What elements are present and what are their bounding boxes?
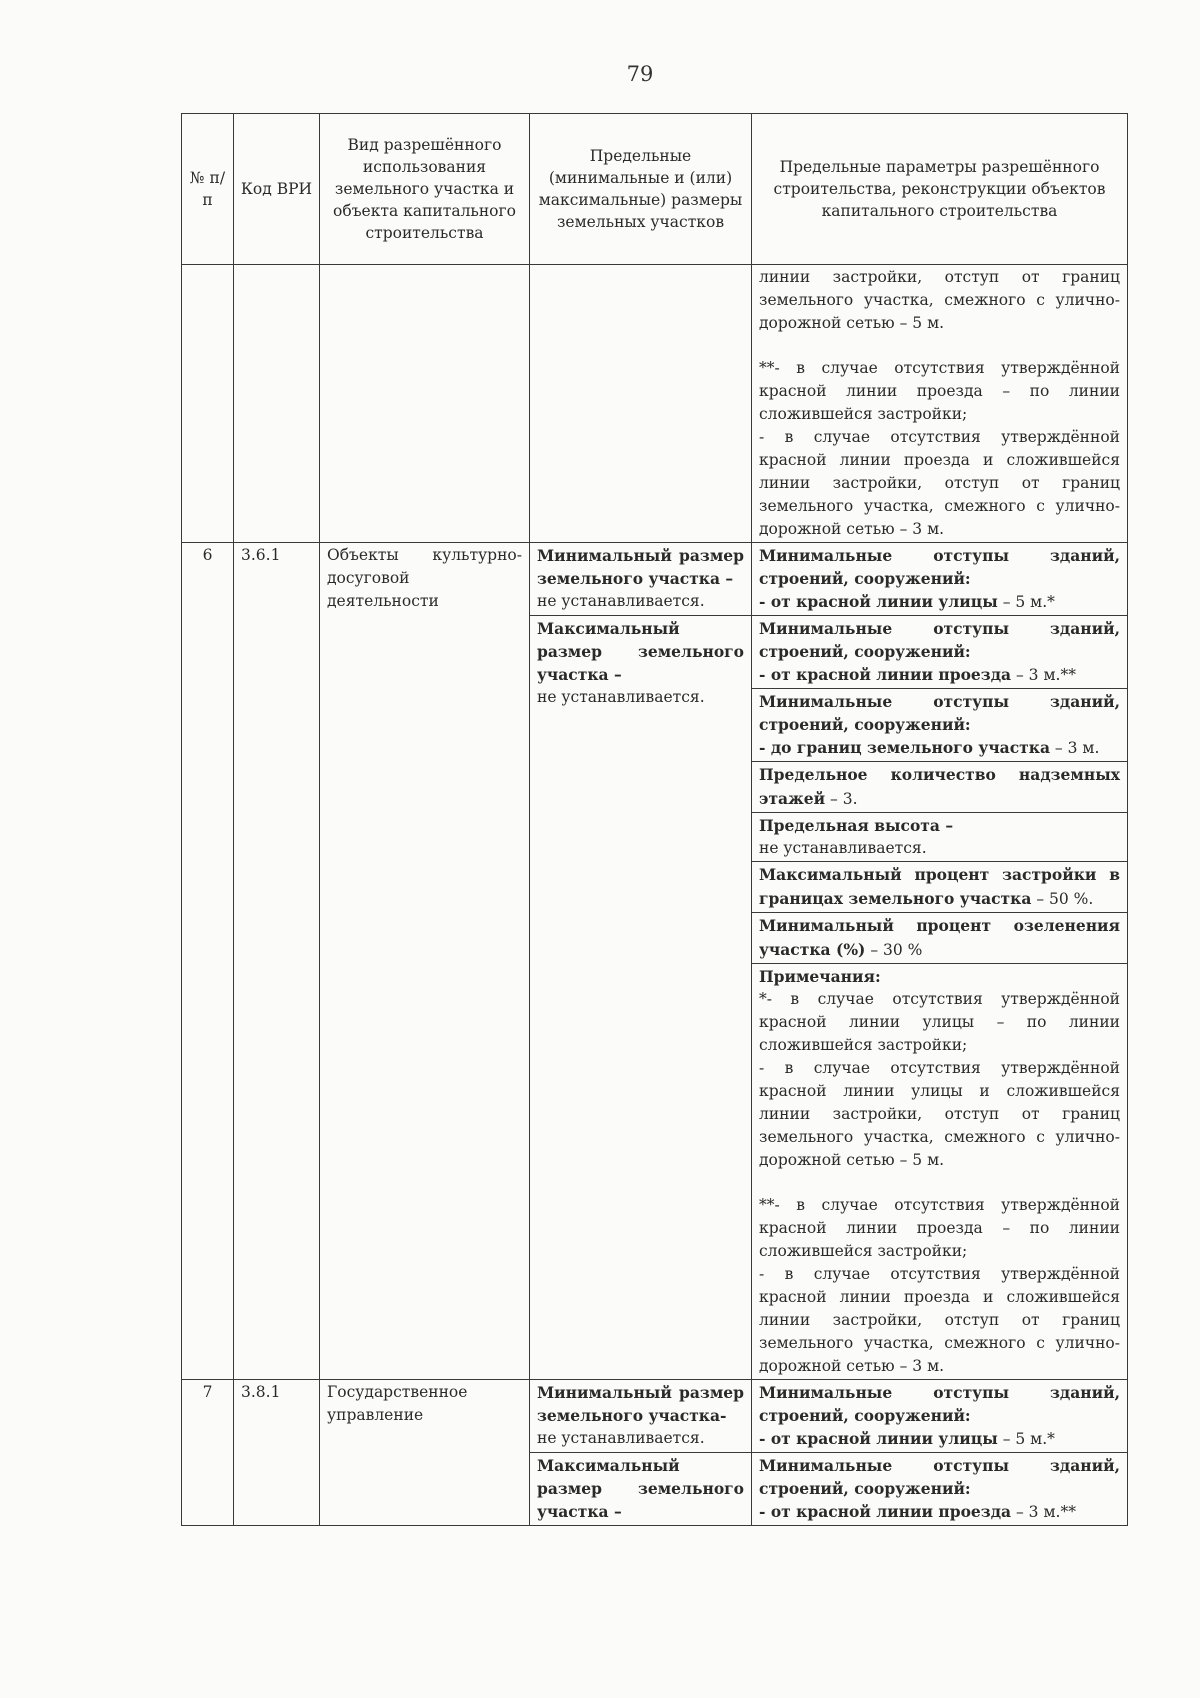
row7-name: Государственное управление xyxy=(320,1380,530,1526)
row6-min-size xyxy=(530,543,752,616)
row7-p1-head: Минимальные отступы зданий, строений, сооружений: xyxy=(759,1383,1120,1425)
row6-p4-label: Предельное количество надземных этажей xyxy=(759,765,1120,808)
header-code: Код ВРИ xyxy=(234,114,320,265)
row6-p7-label: Минимальный процент озеленения участка (%) xyxy=(759,916,1120,959)
cont-params-cell xyxy=(752,265,1128,543)
row7-param-1 xyxy=(752,1380,1128,1453)
row6-p3-head: Минимальные отступы зданий, строений, сооружений: xyxy=(759,692,1120,734)
row6-p1-item: - от красной линии улицы xyxy=(759,592,998,611)
row7-p1-value: – 5 м.* xyxy=(997,1430,1055,1448)
row6-p1-head: Минимальные отступы зданий, строений, сооружений: xyxy=(759,546,1120,588)
row6-p4-value: – 3. xyxy=(825,790,858,808)
row7-p2-head: Минимальные отступы зданий, строений, сооружений: xyxy=(759,1456,1120,1498)
cont-code-cell xyxy=(234,265,320,543)
row6-p2-head: Минимальные отступы зданий, строений, сооружений: xyxy=(759,619,1120,661)
row6-note1b: - в случае отсутствия утверждённой красной линии улицы и сложившейся линии застройки, отступ от границ земельного участка, смежного с улично-дорожной сетью – 5 м. xyxy=(759,1059,1120,1169)
row6-param-1 xyxy=(752,543,1128,616)
page-number: 79 xyxy=(626,62,654,86)
row6-code: 3.6.1 xyxy=(234,543,320,1380)
header-params: Предельные параметры разрешённого строительства, реконструкции объектов капитального строительства xyxy=(752,114,1128,265)
cont-size-cell xyxy=(530,265,752,543)
row6-note2b: - в случае отсутствия утверждённой красной линии проезда и сложившейся линии застройки, отступ от границ земельного участка, смежного с улично-дорожной сетью – 3 м. xyxy=(759,1265,1120,1375)
row6-p3-item: - до границ земельного участка xyxy=(759,738,1050,757)
row6-notes xyxy=(752,964,1128,1380)
regulation-table xyxy=(181,113,1128,1526)
row6-name: Объекты культурно-досуговой деятельности xyxy=(320,543,530,1380)
row6-param-4 xyxy=(752,762,1128,813)
table-header-row xyxy=(182,114,1128,265)
row7-num: 7 xyxy=(182,1380,234,1526)
row6-p5-label: Предельная высота – xyxy=(759,816,954,835)
row7-max-size xyxy=(530,1453,752,1526)
row6-max-size-label: Максимальный размер земельного участка – xyxy=(537,619,744,684)
row6-p2-item: - от красной линии проезда xyxy=(759,665,1012,684)
cont-line: линии застройки, отступ от границ земельного участка, смежного с улично-дорожной сетью – 5 м. xyxy=(759,268,1120,332)
row7-max-size-label: Максимальный размер земельного участка – xyxy=(537,1456,744,1521)
cont-note2a: **- в случае отсутствия утверждённой красной линии проезда – по линии сложившейся застройки; xyxy=(759,359,1120,423)
row6-num: 6 xyxy=(182,543,234,1380)
table-row-continuation xyxy=(182,265,1128,543)
row6-p7-value: – 30 % xyxy=(865,941,923,959)
row6-param-6 xyxy=(752,862,1128,913)
header-plot-size: Предельные (минимальные и (или) максимальные) размеры земельных участков xyxy=(530,114,752,265)
row6-param-5 xyxy=(752,813,1128,862)
row6-p2-value: – 3 м.** xyxy=(1011,666,1076,684)
row7-min-size xyxy=(530,1380,752,1453)
header-use-type: Вид разрешённого использования земельного участка и объекта капитального строительства xyxy=(320,114,530,265)
header-num: № п/п xyxy=(182,114,234,265)
row6-p6-value: – 50 %. xyxy=(1031,890,1094,908)
row7-code: 3.8.1 xyxy=(234,1380,320,1526)
row6-min-size-label: Минимальный размер земельного участка – xyxy=(537,546,744,588)
row6-max-size xyxy=(530,616,752,1380)
cont-note2b: - в случае отсутствия утверждённой красной линии проезда и сложившейся линии застройки, отступ от границ земельного участка, смежного с улично-дорожной сетью – 3 м. xyxy=(759,428,1120,538)
row7-p1-item: - от красной линии улицы xyxy=(759,1429,998,1448)
table-row-6 xyxy=(182,543,1128,616)
row7-param-2 xyxy=(752,1453,1128,1526)
row7-p2-item: - от красной линии проезда xyxy=(759,1502,1012,1521)
row6-notes-title: Примечания: xyxy=(759,967,881,986)
row7-min-size-label: Минимальный размер земельного участка- xyxy=(537,1383,744,1425)
row6-p6-label: Максимальный процент застройки в границах земельного участка xyxy=(759,865,1120,908)
row7-p2-value: – 3 м.** xyxy=(1011,1503,1076,1521)
cont-name-cell xyxy=(320,265,530,543)
cont-num-cell xyxy=(182,265,234,543)
row6-note2a: **- в случае отсутствия утверждённой красной линии проезда – по линии сложившейся застройки; xyxy=(759,1196,1120,1260)
row6-p5-value: не устанавливается. xyxy=(759,839,927,857)
row6-p3-value: – 3 м. xyxy=(1050,739,1100,757)
row6-param-2 xyxy=(752,616,1128,689)
row7-min-size-value: не устанавливается. xyxy=(537,1429,705,1447)
row6-param-3 xyxy=(752,689,1128,762)
table-row-7 xyxy=(182,1380,1128,1453)
row6-param-7 xyxy=(752,913,1128,964)
row6-note1a: *- в случае отсутствия утверждённой красной линии улицы – по линии сложившейся застройки; xyxy=(759,990,1120,1054)
row6-max-size-value: не устанавливается. xyxy=(537,688,705,706)
row6-min-size-value: не устанавливается. xyxy=(537,592,705,610)
row6-p1-value: – 5 м.* xyxy=(997,593,1055,611)
